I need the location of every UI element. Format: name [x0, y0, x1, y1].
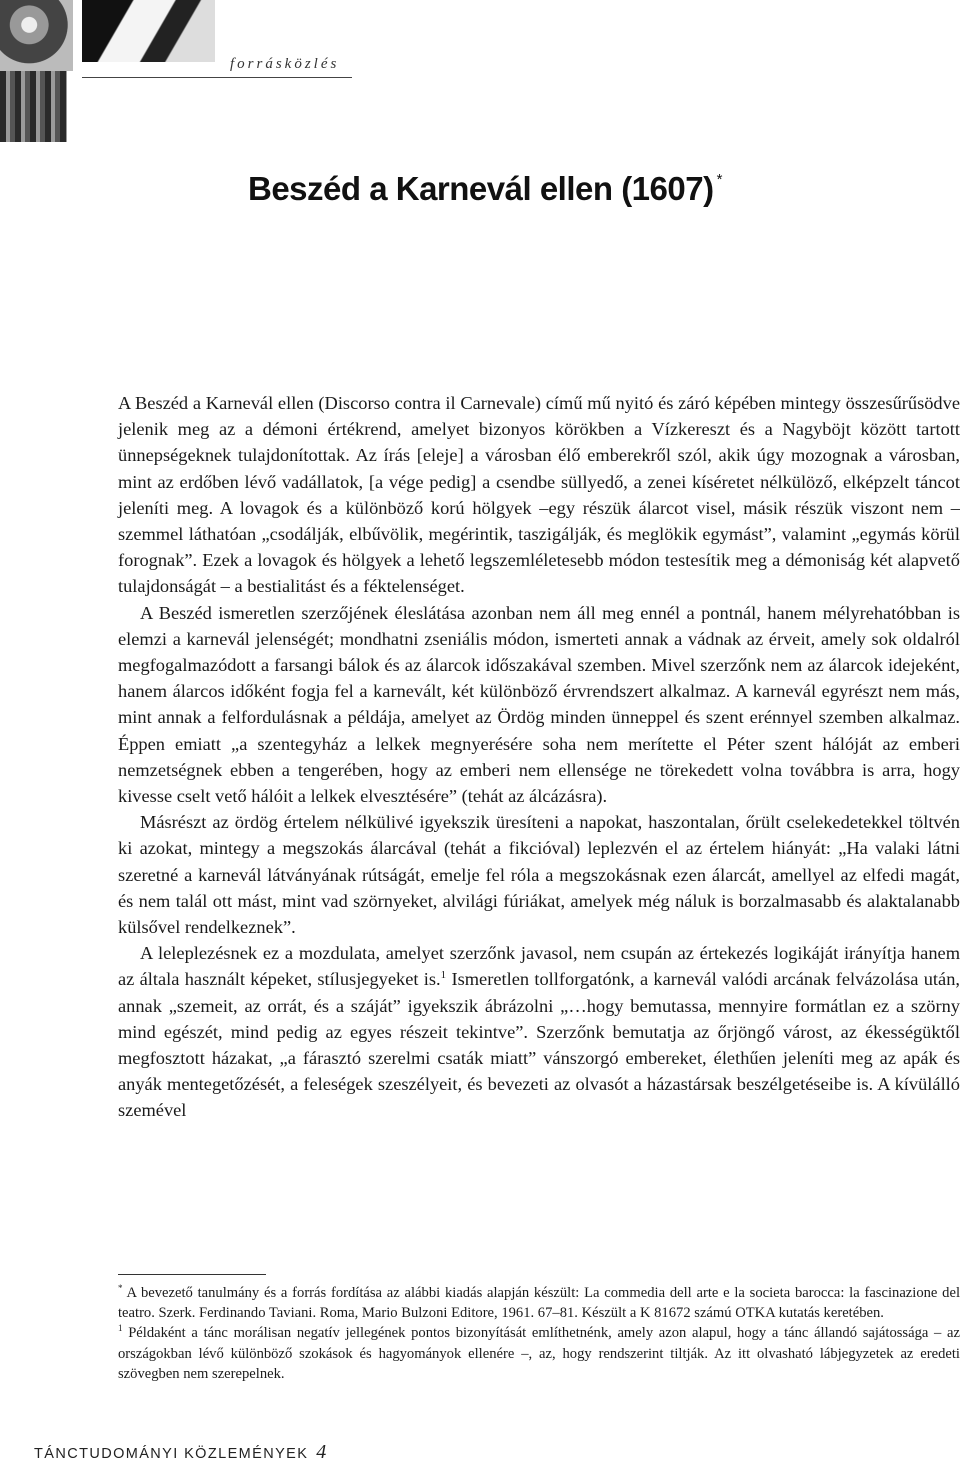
dance-photo-2 [82, 0, 215, 62]
footnotes [118, 1283, 960, 1384]
paragraph: Másrészt az ördög értelem nélkülivé igyekszik üresíteni a napokat, haszontalan, őrült cselekedetekkel töltvén ki azokat, mintegy a megszokás álarcával (tehát a fikcióval) leplezvén el az értelem hiányát: „Ha valaki látni szeretné a karnevál látványának rútságát, emelje fel róla a megszokásnak ezen álarcát, amellyel az elfedi magát, és nem talál ott mást, mint vad szörnyeket, alvilági fúriákat, amelyek még náluk is borzalmasabb és alaktalanabb külsővel rendelkeznek”. [118, 812, 960, 938]
rubric-rule [82, 77, 352, 78]
footnote-ref: 1 [440, 969, 447, 982]
footnote-marker: * [118, 1283, 123, 1293]
article-title [248, 170, 722, 208]
footnote-text: Példaként a tánc morálisan negatív jellegének pontos bizonyítását említhetnénk, amely azon alapul, hogy a tánc állandó sajátossága – az országokban lévő különböző szokások és hagyományok ellenére –, az, hogy rendszerint tiltják. Az itt olvasható lábjegyzetek az eredeti szövegben nem szerepelnek. [118, 1325, 960, 1382]
dance-photo-3 [0, 71, 67, 142]
header-photo-collage [0, 0, 215, 142]
footnote-1 [118, 1323, 960, 1384]
paragraph-text: A leleplezésnek ez a mozdulata, amelyet szerzőnk javasol, nem csupán az értekezés logikáját irányítja hanem az általa használt képeket, stílusjegyeket is. [118, 943, 960, 990]
journal-name: TÁNCTUDOMÁNYI KÖZLEMÉNYEK [34, 1446, 309, 1462]
article-title-text: Beszéd a Karnevál ellen (1607) [248, 170, 714, 207]
dance-photo-1 [0, 0, 73, 71]
paragraph: A Beszéd a Karnevál ellen (Discorso contra il Carnevale) című mű nyitó és záró képében mintegy összesűrűsödve jelenik meg az a démoni értékrend, amelyet bizonyos körökben a Vízkereszt és a Nagyböjt között tartott ünnepségeknek tulajdonítottak. Az írás [eleje] a városban élő emberekről szól, akik úgy mozognak a városban, mint az erdőben lévő vadállatok, [a vége pedig] a csendbe süllyedő, a zenei kíséretet nélkülöző, elképzelt táncot jeleníti meg. A lovagok és a különböző korú hölgyek –egy részük álarcot visel, másik részük viszont nem – szemmel láthatóan „csodálják, elbűvölik, megérintik, taszigálják, és meglökik egymást”, valamint „egymás körül forognak”. Ezek a lovagok és hölgyek a lehető legszemléletesebb módon testesítik meg a démoniság két alapvető tulajdonságát – a bestialitást és a féktelenséget. [118, 393, 960, 597]
title-footnote-marker: * [716, 171, 722, 188]
page-footer [34, 1441, 326, 1461]
section-rubric: forrásközlés [230, 56, 340, 72]
paragraph-text: Ismeretlen tollforgatónk, a karnevál valódi arcának felvázolása után, annak „szemeit, az orrát, és a száját” igyekszik ábrázolni „…hogy bemutassa, mennyire formátlan ez a szörny mind egészét, mind pedig az egyes részeit tekintve”. Szerzőnk bemutatja az őrjöngő várost, az ékességüktől megfosztott házakat, „a fárasztó szerelmi csaták miatt” vánszorgó embereket, élethűen jeleníti meg az apák és anyák mentegetőzését, a feleségek szeszélyeit, és bevezeti az olvasót a házastársak beszélgetéseibe is. A kívülálló szemével [118, 969, 960, 1121]
footnote-marker: 1 [118, 1323, 123, 1334]
footnote-rule [118, 1274, 266, 1275]
paragraph [118, 940, 960, 1123]
footnote-star [118, 1283, 960, 1323]
page-number: 4 [316, 1441, 327, 1463]
article-body [118, 390, 960, 1124]
paragraph: A Beszéd ismeretlen szerzőjének éleslátása azonban nem áll meg ennél a pontnál, hanem mélyrehatóbban is elemzi a karnevál jelenségét; mondhatni zseniális módon, ismerteti annak a vádnak az érveit, amely sok oldalról megfogalmazódott a farsangi bálok és az álarcok időszakával szemben. Mivel szerzőnk nem az álarcok idejeként, hanem álarcos időként fogja fel a karnevált, két különböző érvrendszert alkalmaz. A karnevál egyrészt nem más, mint annak a felfordulásnak a példája, amelyet az Ördög minden ünneppel és szent erénnyel szemben alkalmaz. Éppen emiatt „a szentegyház a lelkek megnyerésére soha nem merítette el Péter szent hálóját az emberi nemzetségnek ebben a tengerében, hogy az emberi nem ellensége ne törekedett volna továbbra is arra, hogy kivesse cselt vető hálóit a lelkek elvesztésére” (tehát az álcázásra). [118, 602, 960, 807]
footnote-text: A bevezető tanulmány és a forrás fordítása az alábbi kiadás alapján készült: La commedia dell arte e la societa barocca: la fascinazione del teatro. Szerk. Ferdinando Taviani. Roma, Mario Bulzoni Editore, 1961. 67–81. Készült a K 81672 számú OTKA kutatás keretében. [118, 1285, 960, 1322]
